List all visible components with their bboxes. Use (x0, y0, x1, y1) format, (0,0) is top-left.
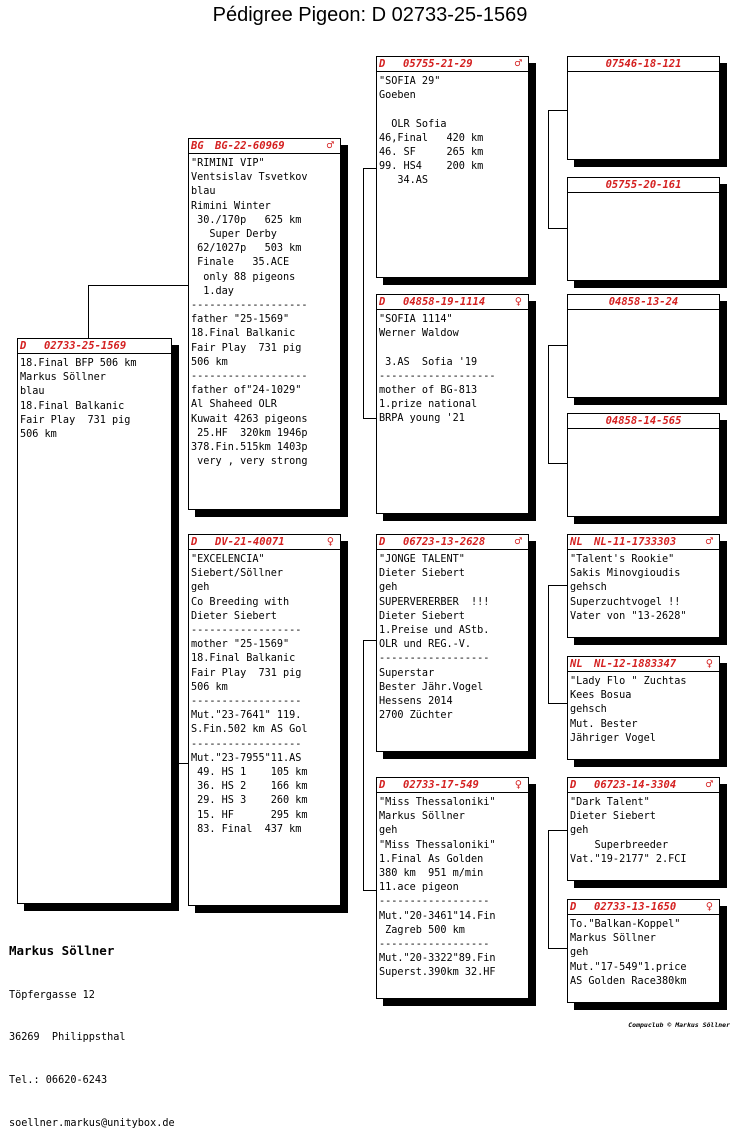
pigeon-details (377, 310, 528, 427)
detail-line: ------------------- (379, 370, 496, 382)
pigeon-details (377, 793, 528, 981)
female-icon: ♀ (326, 534, 334, 548)
connector-ff-a (548, 110, 567, 111)
detail-line: Vater von "13-2628" (570, 610, 687, 622)
owner-email: soellner.markus@unitybox.de (9, 1117, 175, 1129)
detail-line: geh (379, 825, 398, 837)
detail-line: Markus Söllner (379, 811, 465, 823)
country-code: D (379, 779, 386, 791)
detail-line: 1.Final As Golden (379, 853, 484, 865)
connector-mm (548, 830, 549, 948)
father-card (188, 138, 341, 510)
pigeon-details (568, 915, 719, 989)
detail-line: OLR Sofia (379, 118, 447, 130)
connector-father (363, 168, 364, 418)
connector-mother-mm (363, 890, 377, 891)
ring-number: DV-21-40071 (215, 536, 285, 548)
father-mother-card (376, 294, 529, 514)
fm-mother-card (567, 413, 720, 517)
detail-line: Kuwait 4263 pigeons (191, 413, 308, 425)
pigeon-details (18, 354, 171, 442)
ring-number: 06723-13-2628 (403, 536, 486, 548)
detail-line: ------------------ (379, 939, 490, 951)
detail-line: Dieter Siebert (379, 610, 465, 622)
detail-line: ------------------ (191, 625, 302, 637)
detail-line: SUPERVERERBER !!! (379, 596, 490, 608)
detail-line: 83. Final 437 km (191, 823, 302, 835)
detail-line: Superstar (379, 667, 435, 679)
detail-line: Dieter Siebert (379, 568, 465, 580)
detail-line: 18.Final BFP 506 km (20, 358, 137, 369)
detail-line: Mut."23-7955"11.AS (191, 752, 302, 764)
male-icon: ♂ (705, 534, 713, 548)
female-icon: ♀ (705, 656, 713, 670)
detail-line (379, 341, 526, 355)
subject-card (17, 338, 172, 904)
detail-line: 1.prize national (379, 399, 478, 411)
connector-mf-a (548, 585, 567, 586)
detail-line: "Talent's Rookie" (570, 554, 675, 565)
ring-number: 04858-13-24 (568, 295, 719, 310)
male-icon: ♂ (514, 56, 522, 70)
detail-line: father "25-1569" (191, 314, 290, 326)
detail-line: Dieter Siebert (570, 811, 656, 823)
page-title: Pédigree Pigeon: D 02733-25-1569 (212, 4, 528, 26)
mother-card (188, 534, 341, 906)
detail-line: ------------------- (191, 371, 308, 383)
detail-line: Superbreeder (570, 839, 669, 851)
detail-line: blau (191, 186, 216, 198)
mother-mother-card (376, 777, 529, 999)
detail-line: Vat."19-2177" 2.FCI (570, 853, 687, 865)
detail-line: "Miss Thessaloniki" (379, 797, 496, 808)
detail-line: Superst.390km 32.HF (379, 967, 496, 979)
detail-line: Jähriger Vogel (570, 732, 656, 744)
detail-line: 30./170p 625 km (191, 214, 302, 226)
detail-line: 1.day (191, 285, 234, 297)
detail-line: geh (191, 582, 210, 594)
country-code: NL (570, 658, 583, 670)
detail-line: 380 km 951 m/min (379, 868, 484, 880)
detail-line: geh (570, 947, 589, 959)
ring-number: 02733-25-1569 (44, 340, 127, 352)
female-icon: ♀ (514, 294, 522, 308)
mm-father-card (567, 777, 720, 881)
detail-line: Finale 35.ACE (191, 257, 290, 269)
connector-fm-b (548, 463, 567, 464)
detail-line: 25.HF 320km 1946p (191, 427, 308, 439)
connector-subject-father (88, 285, 189, 286)
detail-line: 378.Fin.515km 1403p (191, 442, 308, 454)
pigeon-details (568, 550, 719, 624)
detail-line: 29. HS 3 260 km (191, 795, 308, 807)
detail-line: "Dark Talent" (570, 797, 650, 808)
detail-line: "Miss Thessaloniki" (379, 839, 496, 851)
owner-name: Markus Söllner (9, 943, 115, 959)
detail-line: Goeben (379, 90, 416, 102)
detail-line: Mut. Bester (570, 718, 638, 730)
ff-father-card (567, 56, 720, 160)
detail-line: Al Shaheed OLR (191, 399, 277, 411)
detail-line: 46. SF 265 km (379, 147, 484, 159)
detail-line: 15. HF 295 km (191, 809, 308, 821)
detail-line: blau (20, 386, 45, 398)
detail-line: only 88 pigeons (191, 271, 296, 283)
detail-line: 62/1027p 503 km (191, 243, 302, 255)
detail-line: Kees Bosua (570, 690, 632, 702)
ring-number: 02733-13-1650 (594, 901, 677, 913)
detail-line: ------------------ (379, 653, 490, 665)
detail-line: Superzuchtvogel !! (570, 596, 681, 608)
detail-line: 36. HS 2 166 km (191, 781, 308, 793)
detail-line (379, 103, 526, 117)
connector-mm-a (548, 830, 567, 831)
detail-line: "RIMINI VIP" (191, 158, 265, 169)
detail-line: 18.Final Balkanic (191, 328, 296, 340)
owner-phone: Tel.: 06620-6243 (9, 1075, 108, 1087)
detail-line: 1.Preise und AStb. (379, 625, 490, 637)
detail-line: "EXCELENCIA" (191, 554, 265, 565)
detail-line: 99. HS4 200 km (379, 161, 484, 173)
detail-line: 506 km (191, 681, 228, 693)
mm-mother-card (567, 899, 720, 1003)
detail-line: 49. HS 1 105 km (191, 767, 308, 779)
detail-line: Bester Jähr.Vogel (379, 681, 484, 693)
connector-father-ff (363, 168, 377, 169)
country-code: D (379, 536, 386, 548)
connector-mf-b (548, 703, 567, 704)
detail-line: BRPA young '21 (379, 413, 465, 425)
ring-number: NL-12-1883347 (594, 658, 677, 670)
detail-line: Werner Waldow (379, 328, 459, 340)
ring-number: 02733-17-549 (403, 779, 479, 791)
female-icon: ♀ (514, 777, 522, 791)
pigeon-details (377, 72, 528, 189)
detail-line: ------------------- (191, 300, 308, 312)
detail-line: 2700 Züchter (379, 710, 453, 722)
detail-line: Mut."20-3461"14.Fin (379, 910, 496, 922)
connector-ff (548, 110, 549, 228)
country-code: D (20, 340, 27, 352)
connector-father-fm (363, 418, 377, 419)
detail-line: To."Balkan-Koppel" (570, 919, 681, 930)
detail-line: ------------------ (379, 896, 490, 908)
detail-line: OLR und REG.-V. (379, 639, 472, 651)
detail-line: 34.AS (379, 175, 429, 187)
detail-line: "Lady Flo " Zuchtas (570, 676, 687, 687)
detail-line: gehsch (570, 582, 607, 594)
detail-line: Sakis Minovgioudis (570, 568, 681, 580)
connector-mother-mf (363, 640, 377, 641)
ring-number: BG-22-60969 (215, 140, 285, 152)
footer-credit: Compuclub © Markus Söllner (628, 1021, 730, 1029)
detail-line: "SOFIA 29" (379, 76, 441, 87)
ring-number: NL-11-1733303 (594, 536, 677, 548)
male-icon: ♂ (326, 138, 334, 152)
connector-fm (548, 345, 549, 463)
ring-number: 04858-19-1114 (403, 296, 486, 308)
detail-line: Fair Play 731 pig (20, 414, 131, 426)
pigeon-details (568, 672, 719, 746)
detail-line: ------------------ (191, 738, 302, 750)
detail-line: Co Breeding with (191, 596, 290, 608)
connector-mf (548, 585, 549, 703)
pigeon-details (568, 793, 719, 867)
detail-line: 506 km (191, 356, 228, 368)
detail-line: Mut."17-549"1.price (570, 961, 687, 973)
mother-father-card (376, 534, 529, 752)
owner-info (9, 914, 175, 1145)
detail-line: AS Golden Race380km (570, 975, 687, 987)
detail-line: Mut."23-7641" 119. (191, 710, 302, 722)
pigeon-details (189, 550, 340, 837)
country-code: D (379, 58, 386, 70)
detail-line: Hessens 2014 (379, 696, 453, 708)
detail-line: ------------------ (191, 696, 302, 708)
female-icon: ♀ (705, 899, 713, 913)
owner-city: 36269 Philippsthal (9, 1032, 126, 1044)
detail-line: "JONGE TALENT" (379, 554, 465, 565)
detail-line: Rimini Winter (191, 200, 271, 212)
detail-line: Markus Söllner (20, 372, 106, 384)
country-code: BG (191, 140, 204, 152)
detail-line: mother of BG-813 (379, 385, 478, 397)
mf-father-card (567, 534, 720, 638)
detail-line: 18.Final Balkanic (191, 653, 296, 665)
owner-street: Töpfergasse 12 (9, 989, 95, 1001)
detail-line: father of"24-1029" (191, 385, 302, 397)
country-code: D (570, 901, 577, 913)
detail-line: 11.ace pigeon (379, 882, 459, 894)
country-code: D (570, 779, 577, 791)
detail-line: geh (570, 825, 589, 837)
detail-line: Dieter Siebert (191, 610, 277, 622)
country-code: NL (570, 536, 583, 548)
pigeon-details (377, 550, 528, 723)
detail-line: Fair Play 731 pig (191, 342, 302, 354)
ring-number: 05755-20-161 (568, 178, 719, 193)
detail-line: mother "25-1569" (191, 639, 290, 651)
detail-line: 46,Final 420 km (379, 132, 484, 144)
fm-father-card (567, 294, 720, 398)
detail-line: Markus Söllner (570, 933, 656, 945)
male-icon: ♂ (514, 534, 522, 548)
pigeon-details (189, 154, 340, 469)
mf-mother-card (567, 656, 720, 760)
detail-line: Super Derby (191, 229, 277, 241)
detail-line: gehsch (570, 704, 607, 716)
detail-line: Fair Play 731 pig (191, 667, 302, 679)
detail-line: Mut."20-3322"89.Fin (379, 953, 496, 965)
detail-line: 506 km (20, 429, 57, 441)
detail-line: Ventsislav Tsvetkov (191, 172, 308, 184)
connector-ff-b (548, 228, 567, 229)
ring-number: 06723-14-3304 (594, 779, 677, 791)
detail-line: very , very strong (191, 456, 308, 468)
detail-line: 18.Final Balkanic (20, 400, 125, 412)
connector-mm-b (548, 948, 567, 949)
connector-fm-a (548, 345, 567, 346)
ff-mother-card (567, 177, 720, 281)
detail-line: Zagreb 500 km (379, 924, 465, 936)
country-code: D (379, 296, 386, 308)
ring-number: 05755-21-29 (403, 58, 473, 70)
detail-line: 3.AS Sofia '19 (379, 356, 478, 368)
detail-line: Siebert/Söllner (191, 568, 284, 580)
ring-number: 04858-14-565 (568, 414, 719, 429)
detail-line: "SOFIA 1114" (379, 314, 453, 325)
connector-mother (363, 640, 364, 890)
male-icon: ♂ (705, 777, 713, 791)
ring-number: 07546-18-121 (568, 57, 719, 72)
country-code: D (191, 536, 198, 548)
father-father-card (376, 56, 529, 278)
detail-line: geh (379, 582, 398, 594)
detail-line: S.Fin.502 km AS Gol (191, 724, 308, 736)
